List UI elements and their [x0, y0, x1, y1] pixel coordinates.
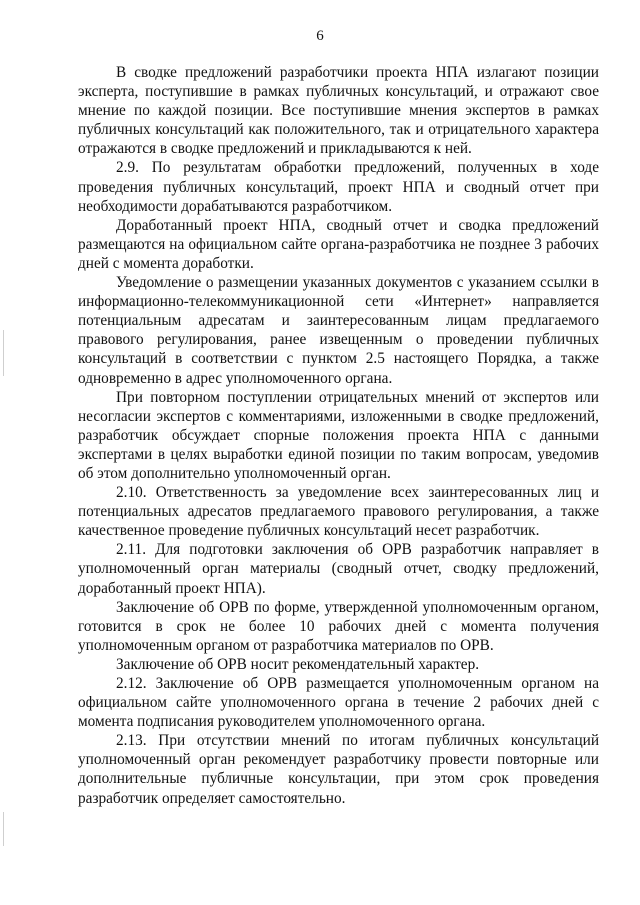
- paragraph-repeated-negative: При повторном поступлении отрицательных мнений от экспертов или несогласии экспертов с комментариями, изложенными в сводке предложений, разработчик обсуждает спорные положения проекта НПА с данными экспертами в целях выработки единой позиции по таким вопросам, уведомив об этом дополнительно уполномоченный орган.: [78, 388, 599, 482]
- paragraph-2-11: 2.11. Для подготовки заключения об ОРВ разработчик направляет в уполномоченный орган материалы (сводный отчет, сводку предложений, доработанный проект НПА).: [78, 541, 599, 597]
- paragraph-conclusion-form: Заключение об ОРВ по форме, утвержденной уполномоченным органом, готовится в срок не более 10 рабочих дней с момента получения уполномоченным органом от разработчика материалов по ОРВ.: [78, 598, 599, 654]
- page-number: 6: [316, 28, 324, 44]
- paragraph-2-12: 2.12. Заключение об ОРВ размещается уполномоченным органом на официальном сайте уполномоченного органа в течение 2 рабочих дней с момента подписания руководителем уполномоченного органа.: [78, 675, 599, 731]
- scan-edge-mark: [3, 330, 4, 376]
- paragraph-2-10: 2.10. Ответственность за уведомление всех заинтересованных лиц и потенциальных адресатов предлагаемого правового регулирования, а также качественное проведение публичных консультаций несет разработчик.: [78, 484, 599, 540]
- paragraph-conclusion-advisory: Заключение об ОРВ носит рекомендательный характер.: [116, 655, 480, 673]
- scan-edge-mark: [3, 812, 4, 846]
- paragraph-2-13: 2.13. При отсутствии мнений по итогам публичных консультаций уполномоченный орган рекомендует разработчику провести повторные или дополнительные публичные консультации, при этом срок проведения разработчик определяет самостоятельно.: [78, 732, 599, 807]
- paragraph-notification: Уведомление о размещении указанных документов с указанием ссылки в информационно-телекоммуникационной сети «Интернет» направляется потенциальным адресатам и заинтересованным лицам предлагаемого правового регулирования, ранее извещенным о проведении публичных консультаций в соответствии с пунктом 2.5 настоящего Порядка, а также одновременно в адрес уполномоченного органа.: [78, 274, 599, 387]
- paragraph-revised-project: Доработанный проект НПА, сводный отчет и сводка предложений размещаются на официальном сайте органа-разработчика не позднее 3 рабочих дней с момента доработки.: [78, 216, 599, 272]
- paragraph-summary-positions: В сводке предложений разработчики проекта НПА излагают позиции эксперта, поступившие в рамках публичных консультаций, и отражают свое мнение по каждой позиции. Все поступившие мнения экспертов в рамках публичных консультаций как положительного, так и отрицательного характера отражаются в сводке предложений и прикладываются к ней.: [78, 64, 599, 158]
- paragraph-2-9: 2.9. По результатам обработки предложений, полученных в ходе проведения публичных консультаций, проект НПА и сводный отчет при необходимости дорабатываются разработчиком.: [78, 159, 599, 215]
- document-body: [78, 63, 599, 808]
